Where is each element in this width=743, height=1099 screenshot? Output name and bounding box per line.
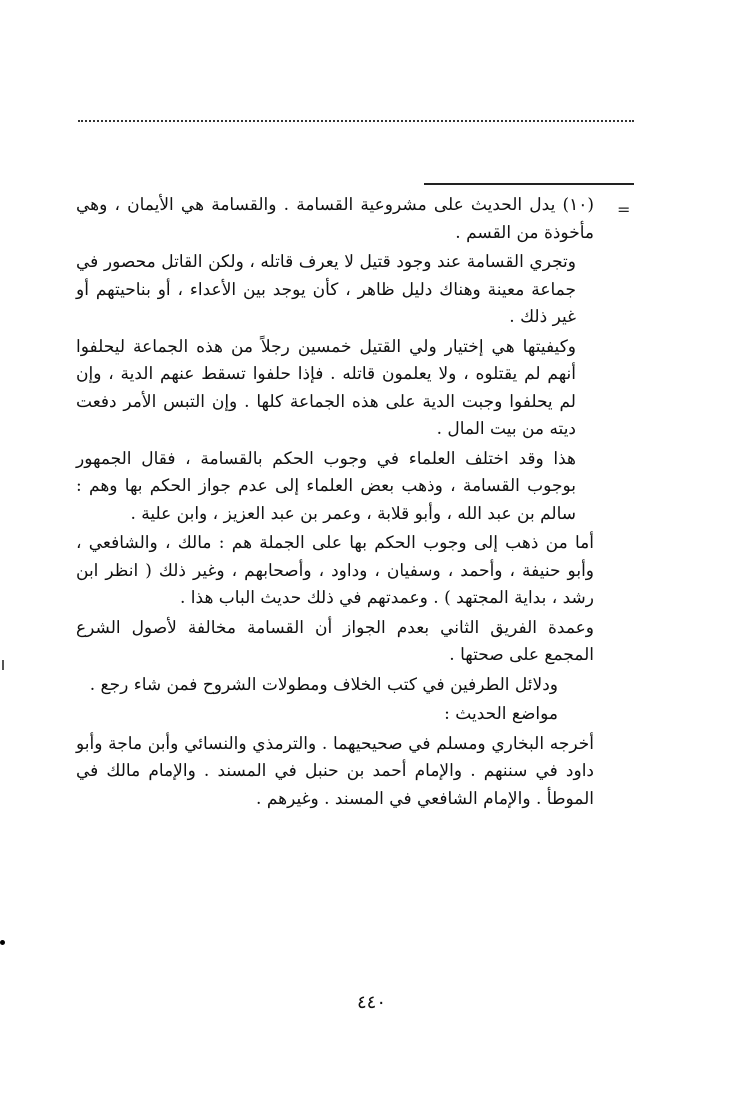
scan-edge-mark — [2, 660, 4, 670]
paragraph-opponents-basis: وعمدة الفريق الثاني بعدم الجواز أن القسامة مخالفة لأصول الشرع المجمع على صحتها . — [76, 617, 594, 665]
footnote-body — [76, 192, 594, 815]
footnote-separator-rule — [424, 183, 634, 185]
sources-heading: مواضع الحديث : — [444, 704, 558, 724]
header-dotted-rule — [78, 120, 634, 122]
scan-edge-dot — [0, 940, 5, 945]
paragraph-supporters: أما من ذهب إلى وجوب الحكم بها على الجملة هم : مالك ، والشافعي ، وأبو حنيفة ، وأحمد ، وسفيان ، وداود ، وأصحابهم ، وغير ذلك ( انظر ابن رشد ، بداية المجتهد ) . وعمدتهم في ذلك حديث الباب هذا . — [76, 533, 594, 608]
paragraph-disagreement: هذا وقد اختلف العلماء في وجوب الحكم بالقسامة ، فقال الجمهور بوجوب القسامة ، وذهب بعض العلماء إلى عدم جواز الحكم بها وهم : سالم بن عبد الله ، وأبو قلابة ، وعمر بن عبد العزيز ، وابن علية . — [76, 448, 577, 524]
paragraph-sources: أخرجه البخاري ومسلم في صحيحيهما . والترمذي والنسائي وأبن ماجة وأبو داود في سننهم . والإمام أحمد بن حنبل في المسند . والإمام مالك في الموطأ . والإمام الشافعي في المسند . وغيرهم . — [76, 733, 594, 809]
margin-marker: = — [617, 200, 631, 219]
paragraph-procedure: وكيفيتها هي إختيار ولي القتيل خمسين رجلاً من هذه الجماعة ليحلفوا أنهم لم يقتلوه ، ولا يعلمون قاتله . فإذا حلفوا تسقط عنهم الدية ، وإن لم يحلفوا وجبت الدية على هذه الجماعة كلها . وإن التبس الأمر دفعت ديته من بيت المال . — [76, 336, 576, 439]
paragraph-conditions: وتجري القسامة عند وجود قتيل لا يعرف قاتله ، ولكن القاتل محصور في جماعة معينة وهناك دليل ظاهر ، كأن يوجد بين الأعداء ، أو بناحيتهم أو غير ذلك . — [76, 252, 576, 327]
page-number: ٤٤٠ — [356, 992, 386, 1013]
paragraph-definition: (١٠) يدل الحديث على مشروعية القسامة . والقسامة هي الأيمان ، وهي مأخوذة من القسم . — [76, 195, 594, 243]
paragraph-evidence-note: ودلائل الطرفين في كتب الخلاف ومطولات الشروح فمن شاء رجع . — [89, 674, 558, 695]
